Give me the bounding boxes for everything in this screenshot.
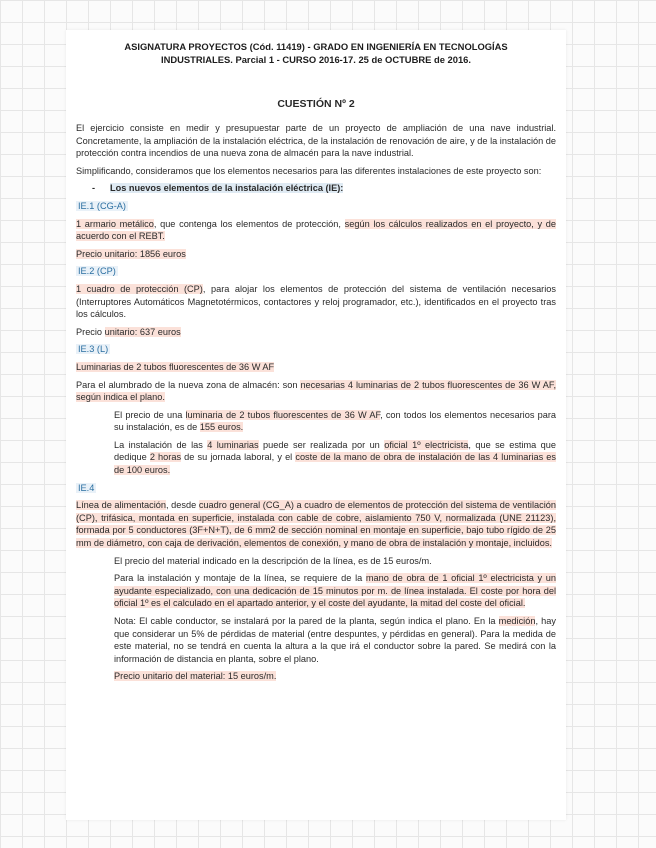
ie2-desc-b: , para alojar los elementos de protección del sistema de ventilación necesarios (Interruptores Automáticos Magnetotérmicos, contactores y reloj programador, etc.), identificados en el proyecto tras los cálculos.: [76, 283, 556, 320]
ie3-p3-h: coste de la mano de obra de instalación de las 4 luminarias es de 100 euros.: [114, 452, 556, 476]
ie2-description: [76, 283, 556, 321]
ie4-paragraph-2: El precio del material indicado en la descripción de la línea, es de 15 euros/m.: [114, 555, 432, 566]
ie4-p4-a: Nota: El cable conductor, se instalará por la pared de la planta, según indica el plano. En la: [114, 616, 499, 626]
document-header: [76, 40, 556, 66]
ie1-desc-b: , que contenga los elementos de protección,: [153, 218, 345, 229]
ie3-p2-b: luminaria de 2 tubos fluorescentes de 36 W AF: [185, 409, 381, 420]
ie4-p1-b: , desde: [166, 500, 199, 511]
ie3-p2-a: El precio de una: [114, 409, 186, 420]
ie4-p3-b: mano de obra de 1 oficial 1º electricista y un ayudante especializado, con una dedicación de 15 minutos por m. de línea instalada. El coste por hora del oficial 1º es el calculado en el apartado anterior, y el coste del ayudante, la mitad del coste del oficial.: [114, 573, 557, 609]
ie4-p1-a: Línea de alimentación: [76, 500, 167, 511]
ie4-paragraph-3: [114, 572, 556, 610]
ie4-paragraph-4: [114, 615, 556, 665]
ie1-price: Precio unitario: 1856 euros: [76, 248, 186, 259]
ie1-block: [76, 200, 556, 213]
ie4-price-para: [114, 670, 556, 683]
ie3-p3-c: puede ser realizada por un: [258, 439, 385, 450]
ie2-code: IE.2 (CP): [78, 266, 116, 277]
ie4-price: Precio unitario del material: 15 euros/m.: [114, 671, 277, 682]
ie2-price-para: [76, 326, 556, 339]
ie3-name: Luminarias de 2 tubos fluorescentes de 36 W AF: [76, 361, 275, 372]
bullet-dash: -: [92, 183, 96, 194]
ie2-block: [76, 265, 556, 278]
ie3-paragraph-1: [76, 379, 556, 404]
ie3-paragraph-3: [114, 439, 556, 477]
ie3-name-para: [76, 361, 556, 374]
ie4-code: IE.4: [78, 482, 95, 493]
ie3-p3-g: de su jornada laboral, y el: [181, 452, 296, 463]
ie4-p3-a: Para la instalación y montaje de la línea, se requiere de la: [114, 573, 366, 584]
ie3-paragraph-2: [114, 409, 556, 434]
ie3-p1-a: Para el alumbrado de la nueva zona de almacén: son: [76, 379, 301, 390]
ie2-desc-a: 1 cuadro de protección (CP): [76, 283, 203, 294]
ie3-p3-a: La instalación de las: [114, 439, 208, 450]
ie4-paragraph-1: [76, 499, 556, 549]
question-title: CUESTIÓN Nº 2: [277, 98, 355, 110]
ie3-p1-b: necesarias 4 luminarias de 2 tubos fluorescentes de 36 W AF, según indica el plano.: [76, 379, 556, 403]
document-page: [66, 30, 566, 820]
bullet-text: Los nuevos elementos de la instalación eléctrica (IE):: [110, 183, 344, 194]
ie2-price-b: unitario: 637 euros: [104, 326, 181, 337]
ie4-p4-b: medición: [498, 616, 536, 626]
ie3-p3-e: , que se estima que dedique: [114, 439, 557, 463]
ie4-p1-c: cuadro general (CG_A) a cuadro de elementos de protección del sistema de ventilación (CP), trifásica, montada en superficie, instalada con cable de cobre, aislamiento 750 V, normalizada (UNE 21123), formada por 5 conductores (3F+N+T), de 6 mm2 de sección nominal en montaje en superficie, bajo tubo rígido de 25 mm de diámetro, con caja de derivación, elementos de conexión, y mano de obra de instalación y montaje, incluidos.: [76, 500, 556, 549]
section-bullet: [92, 182, 556, 195]
ie1-price-para: [76, 248, 556, 261]
ie1-desc-a: 1 armario metálico: [76, 218, 154, 229]
ie3-p3-b: 4 luminarias: [207, 439, 259, 450]
ie4-block: [76, 482, 556, 495]
ie1-code: IE.1 (CG-A): [78, 200, 126, 211]
ie3-code: IE.3 (L): [78, 344, 109, 355]
ie3-p2-d: 155 euros.: [199, 422, 244, 433]
header-line-1: ASIGNATURA PROYECTOS (Cód. 11419) - GRADO EN INGENIERÍA EN TECNOLOGÍAS: [124, 41, 508, 52]
intro-paragraph-2: Simplificando, consideramos que los elementos necesarios para las diferentes instalaciones de este proyecto son:: [76, 165, 542, 176]
intro-paragraph-1: El ejercicio consiste en medir y presupuestar parte de un proyecto de ampliación de una nave industrial. Concretamente, la ampliación de la instalación eléctrica, de la instalación de renovación de aire, y de la instalación de protección contra incendios de una nueva zona de almacén para la nave industrial.: [76, 123, 556, 159]
ie2-price-a: Precio: [76, 326, 105, 337]
ie3-block: [76, 343, 556, 356]
ie3-p3-d: oficial 1º electricista: [384, 439, 469, 450]
ie3-p2-c: , con todos los elementos necesarios para su instalación, es de: [114, 409, 557, 433]
ie4-p4-c: , hay que considerar un 5% de pérdidas de material (entre despuntes, y pérdidas en general). Para la medida de este material, no se tendrá en cuenta la altura a la que irá el conductor sobre la pared. Se medirá con la información de distancia en planta, sobre el plano.: [114, 616, 556, 664]
ie3-p3-f: 2 horas: [149, 452, 182, 463]
header-line-2: INDUSTRIALES. Parcial 1 - CURSO 2016-17. 25 de OCTUBRE de 2016.: [160, 54, 471, 65]
ie1-description: [76, 218, 556, 243]
ie1-desc-c: según los cálculos realizados en el proyecto, y de acuerdo con el REBT.: [76, 218, 556, 242]
